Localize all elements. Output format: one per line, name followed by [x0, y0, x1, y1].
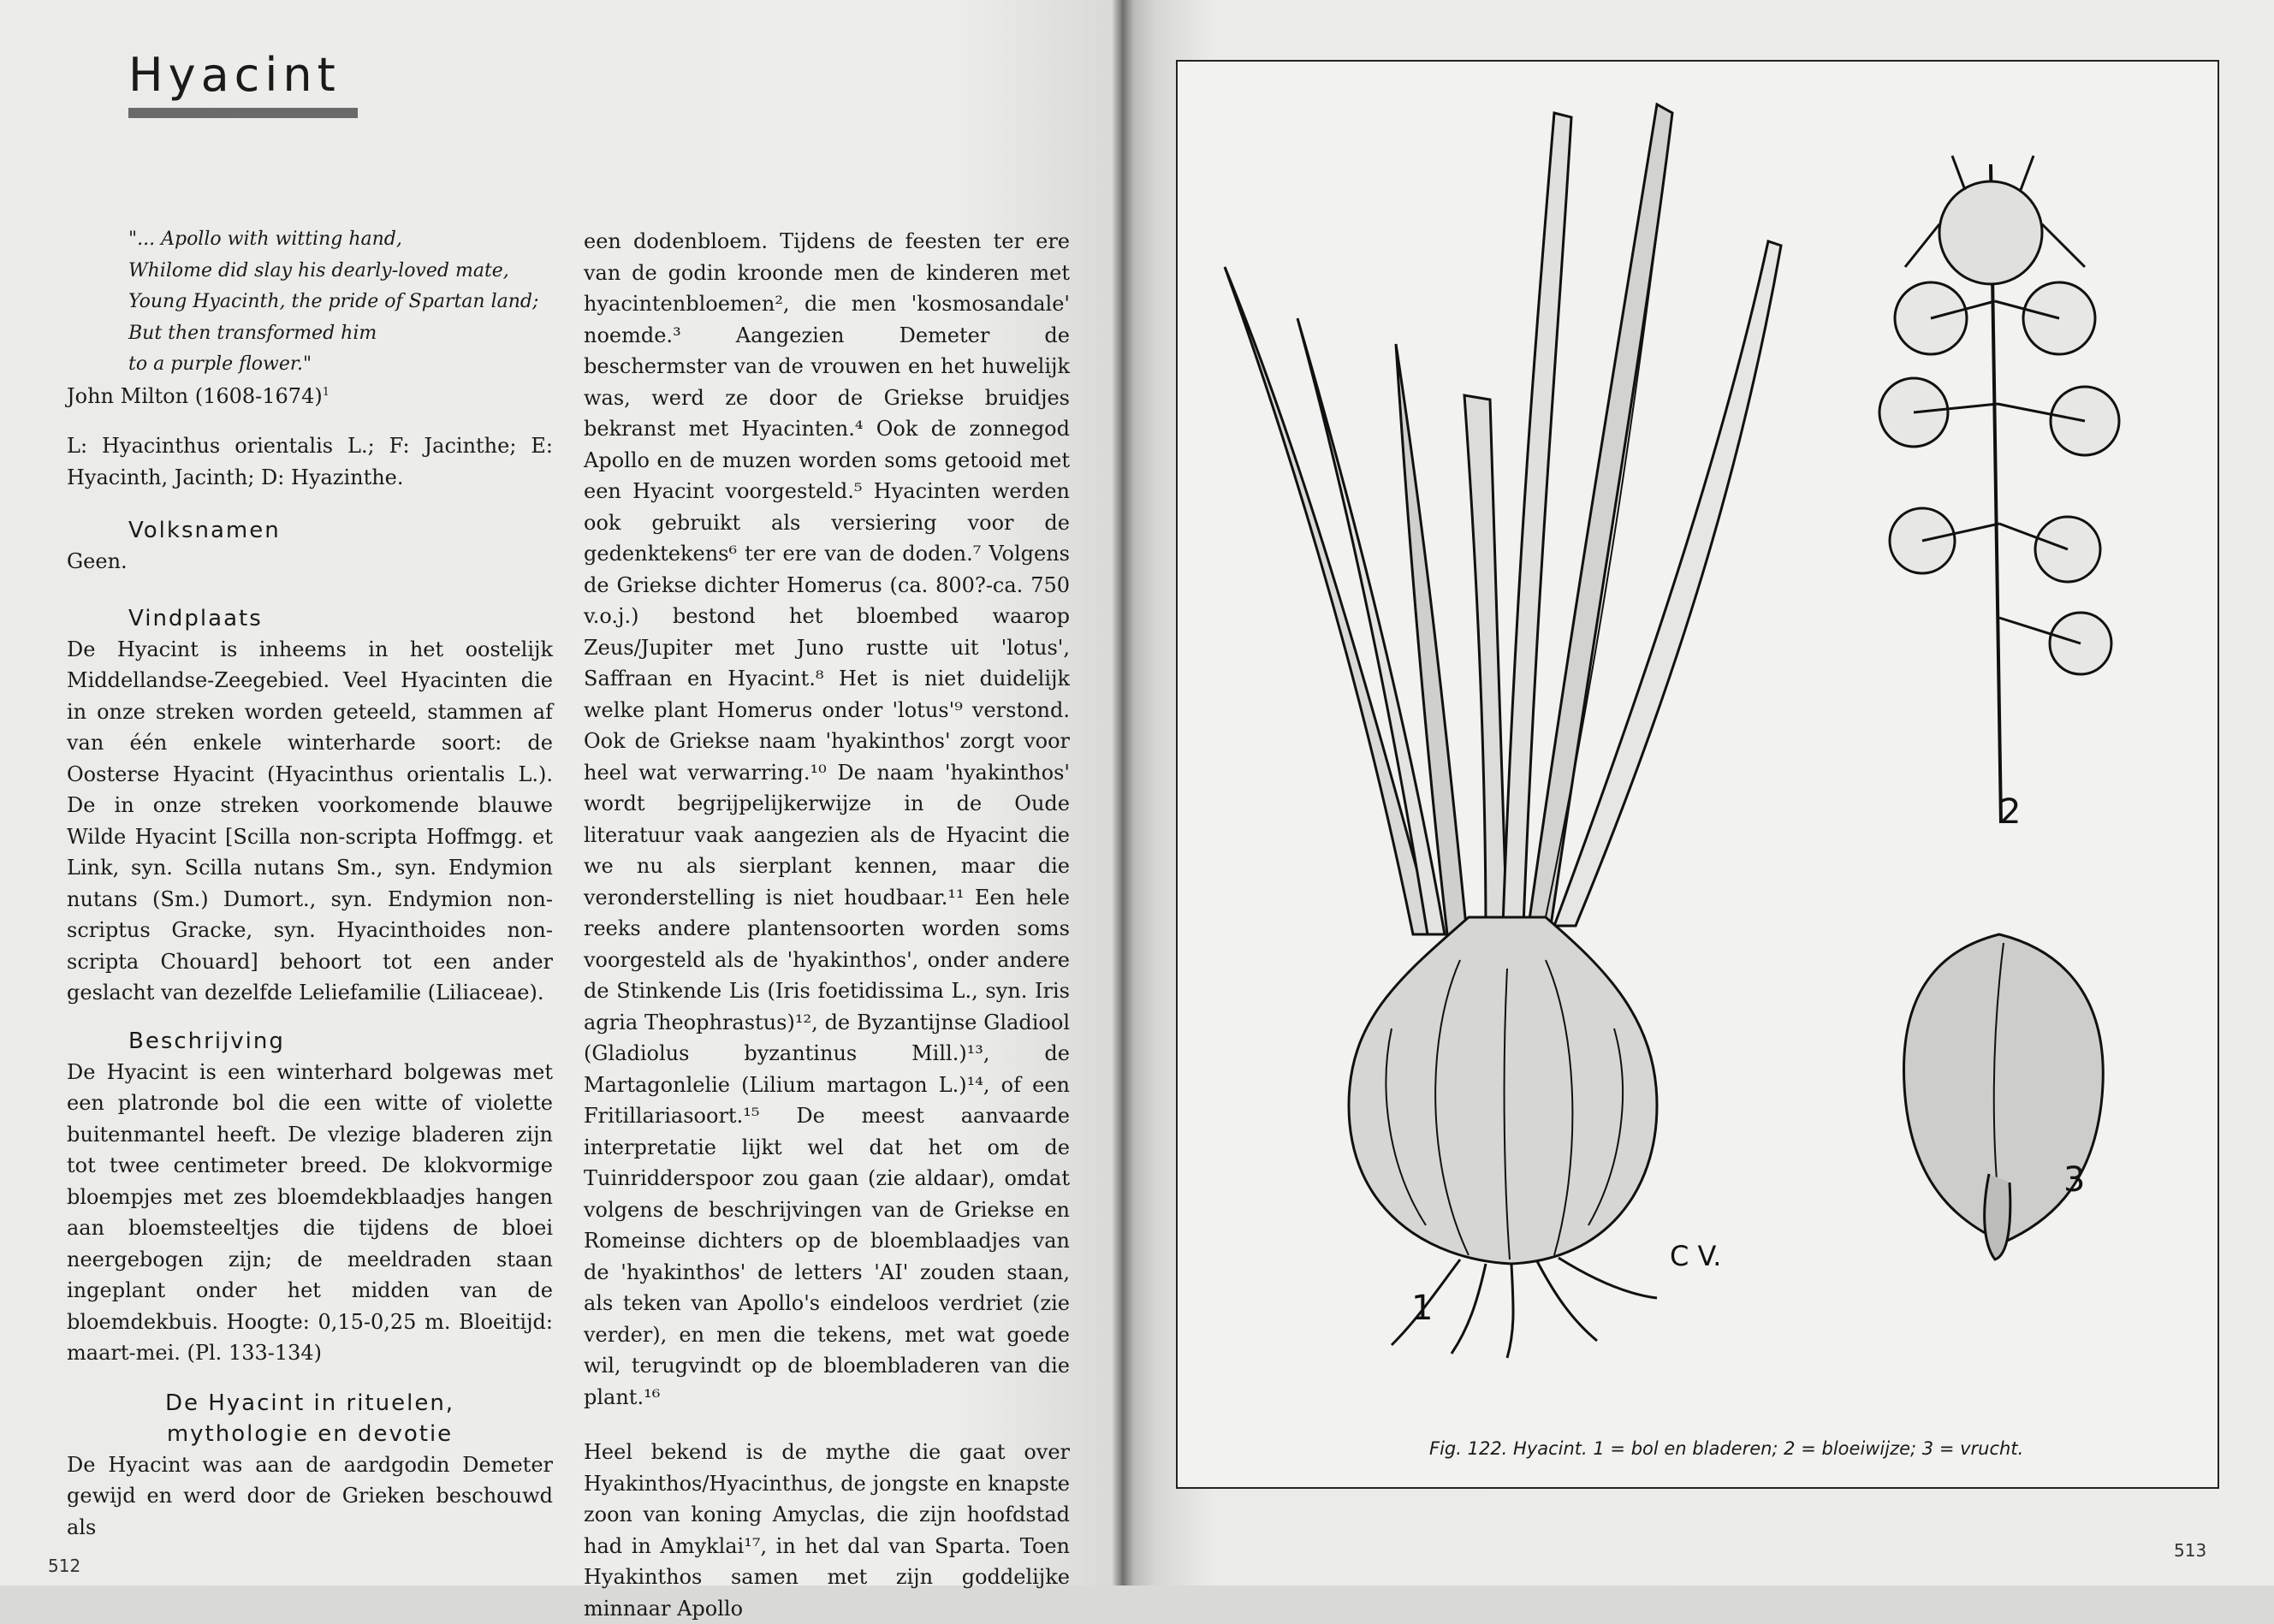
volksnamen-text: Geen. — [67, 549, 128, 573]
body-paragraph: een dodenbloem. Tijdens de feesten ter ere van de godin kroonde men de kinderen met hyacintenbloemen², die men 'kosmosandale' noemde.³ Aangezien Demeter de beschermster van de vrouwen en het huwelijk was, werd ze door de Griekse bruidjes bekranst met Hyacinten.⁴ Ook de zonnegod Apollo en de muzen worden soms getooid met een Hyacint voorgesteld.⁵ Hyacinten werden ook gebruikt als versiering voor de gedenktekens⁶ ter ere van de doden.⁷ Volgens de Griekse dichter Homerus (ca. 800?-ca. 750 v.o.j.) bestond het bloembed waarop Zeus/Jupiter met Juno rustte uit 'lotus', Saffraan en Hyacint.⁸ Het is niet duidelijk welke plant Homerus onder 'lotus'⁹ verstond. Ook de Griekse naam 'hyakinthos' zorgt voor heel wat verwarring.¹⁰ De naam 'hyakinthos' wordt begrijpelijkerwijze in de Oude literatuur vaak aangezien als de Hyacint die we nu als sierplant kennen, maar die veronderstelling is niet houdbaar.¹¹ Een hele reeks andere plantensoorten worden soms voorgesteld als de 'hyakinthos', onder andere de Stinkende Lis (Iris foetidissima L., syn. Iris agria Theophrastus)¹², de Byzantijnse Gladiool (Gladiolus byzantinus Mill.)¹³, de Martagonlelie (Lilium martagon L.)¹⁴, of een Fritillariasoort.¹⁵ De meest aanvaarde interpretatie lijkt wel dat het om de Tuinridderspoor zou gaan (zie aldaar), omdat volgens de beschrijvingen van de Griekse en Romeinse dichters op de bloemblaadjes van de 'hyakinthos' de letters 'AI' zouden staan, als teken van Apollo's eindeloos verdriet (zie verder), en men die tekens, met wat goede wil, terugvindt op de bloembladeren van die plant.¹⁶ — [584, 229, 1070, 1409]
quote-line: to a purple flower." — [128, 353, 312, 375]
quote-line: Young Hyacinth, the pride of Spartan land; — [128, 291, 539, 312]
quote-line: But then transformed him — [128, 322, 377, 344]
middle-column — [584, 226, 1070, 1624]
beschrijving-text: De Hyacint is een winterhard bolgewas met een platronde bol die een witte of violette buitenmantel heeft. De vlezige bladeren zijn tot twee centimeter breed. De klokvormige bloempjes met zes bloemdekblaadjes hangen aan bloemsteeltjes die tijdens de bloei neergebogen zijn; de meeldraden staan ingeplant onder het midden van de bloemdekbuis. Hoogte: 0,15-0,25 m. Bloeitijd: maart-mei. (Pl. 133-134) — [67, 1059, 553, 1365]
quote-line: "... Apollo with witting hand, — [128, 228, 402, 250]
vindplaats-text: De Hyacint is inheems in het oostelijk Middellandse-Zeegebied. Veel Hyacinten die in onze streken worden geteeld, stammen af van één enkele winterharde soort: de Oosterse Hyacint (Hyacinthus orientalis L.). De in onze streken voorkomende blauwe Wilde Hyacint [Scilla non-scripta Hoffmgg. et Link, syn. Scilla nutans Sm., syn. Endymion nutans (Sm.) Dumort., syn. Endymion non-scriptus Gracke, syn. Hyacinthoides non-scripta Chouard] behoort tot een ander geslacht van dezelfde Leliefamilie (Liliaceae). — [67, 637, 553, 1005]
figure-label-3: 3 — [2063, 1160, 2086, 1200]
epigraph-quote — [67, 224, 553, 381]
bulb-and-leaves-drawing — [1225, 104, 1781, 1358]
rituelen-text: De Hyacint was aan de aardgodin Demeter gewijd en werd door de Grieken beschouwd als — [67, 1452, 553, 1539]
page-title: Hyacint — [128, 48, 341, 102]
section-heading-volksnamen: Volksnamen — [128, 518, 281, 543]
figure-label-1: 1 — [1411, 1289, 1434, 1328]
section-heading-rituelen: De Hyacint in rituelen, mythologie en devotie — [164, 1390, 455, 1447]
page-number-left: 512 — [48, 1556, 81, 1576]
names-line: L: Hyacinthus orientalis L.; F: Jacinthe; E: Hyacinth, Jacinth; D: Hyazinthe. — [67, 434, 553, 489]
hyacinth-illustration — [1178, 62, 2214, 1431]
left-column — [67, 224, 553, 1543]
illustrator-signature: C V. — [1670, 1240, 1722, 1272]
fruit-drawing — [1903, 934, 2103, 1259]
book-gutter — [1113, 0, 1133, 1585]
inflorescence-drawing — [1879, 156, 2119, 823]
section-heading-beschrijving: Beschrijving — [128, 1028, 285, 1054]
quote-line: Whilome did slay his dearly-loved mate, — [128, 259, 509, 282]
page-number-right: 513 — [2174, 1540, 2207, 1561]
quote-attribution: John Milton (1608-1674)$^1$ — [67, 383, 330, 408]
title-underline — [128, 108, 358, 118]
figure-label-2: 2 — [1999, 792, 2022, 832]
section-heading-vindplaats: Vindplaats — [128, 605, 263, 631]
figure-caption: Fig. 122. Hyacint. 1 = bol en bladeren; 2 = bloeiwijze; 3 = vrucht. — [1429, 1438, 2024, 1459]
body-paragraph: Heel bekend is de mythe die gaat over Hyakinthos/Hyacinthus, de jongste en knapste zoon van koning Amyclas, die zijn hoofdstad had in Amyklai¹⁷, in het dal van Sparta. Toen Hyakinthos samen met zijn goddelijke minnaar Apollo — [584, 1440, 1070, 1621]
